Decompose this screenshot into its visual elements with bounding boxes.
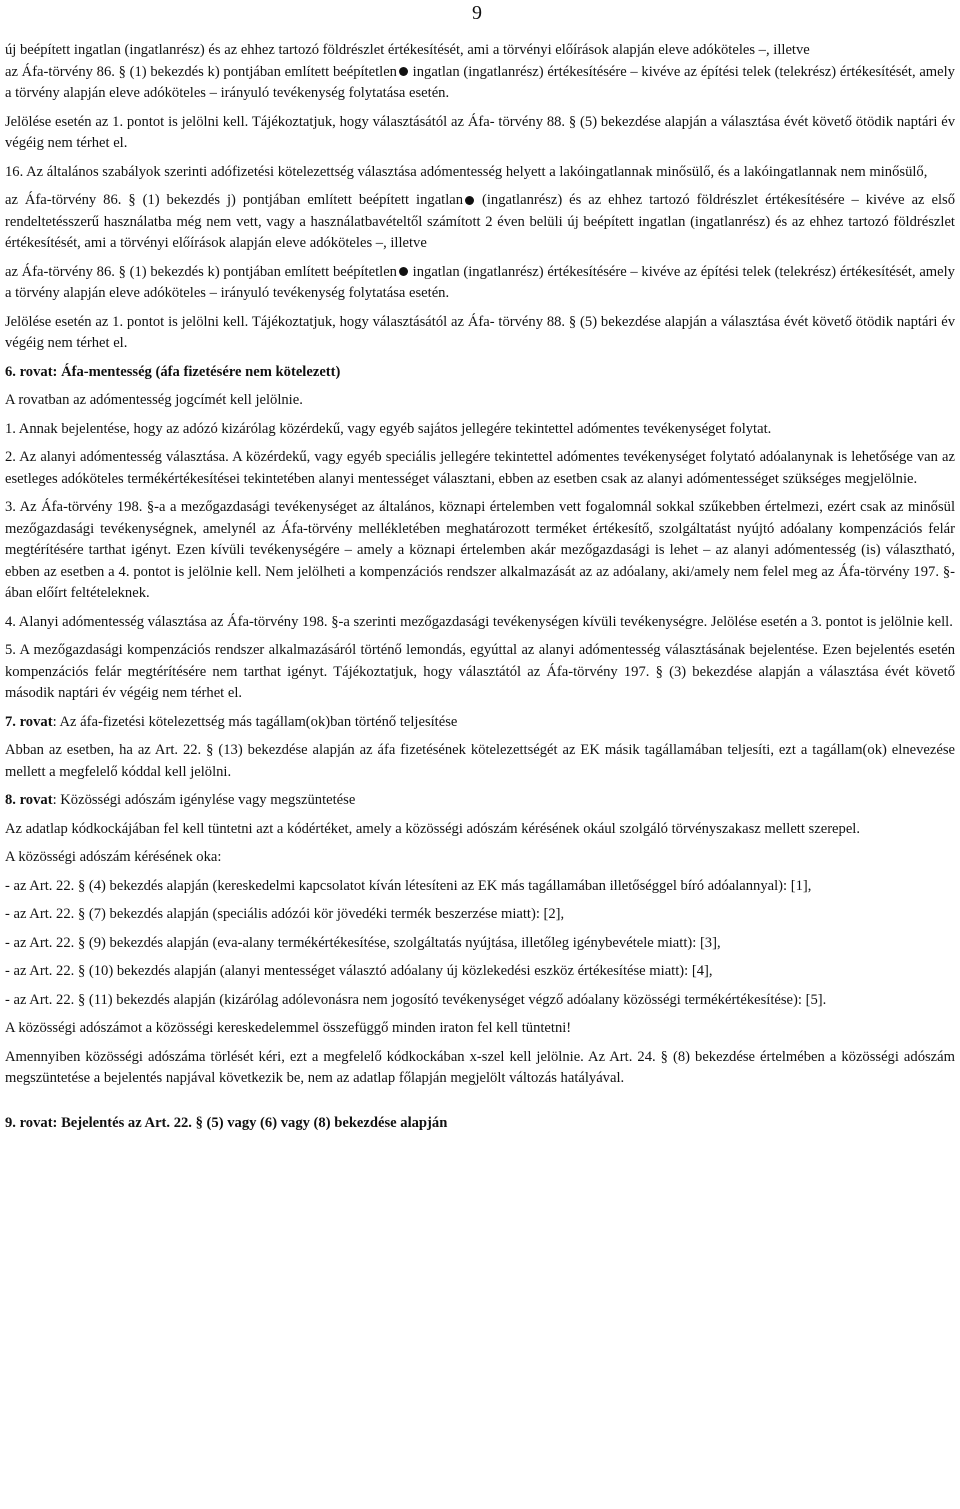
paragraph: Abban az esetben, ha az Art. 22. § (13) bekezdése alapján az áfa fizetésének kötelezettségét az EK másik tagállamában teljesíti, ezt a tagállam(ok) elnevezése mellett a megfelelő kóddal kell jelölni.	[5, 742, 955, 780]
heading-text: : Az áfa-fizetési kötelezettség más tagállam(ok)ban történő teljesítése	[52, 713, 458, 730]
paragraph: 2. Az alanyi adómentesség választása. A közérdekű, vagy egyéb speciális jellegére tekintettel adómentes tevékenységet folytató adóalanynak is lehetősége van az esetleges adóköteles termékértékesítései tekintetében alanyi mentességet választani, ebben az esetben csak az alanyi adómentességet szükséges megjelölnie.	[5, 449, 955, 487]
list-item: - az Art. 22. § (4) bekezdés alapján (kereskedelmi kapcsolatot kíván létesíteni az EK más tagállamában illetőséggel bíró adóalannyal): [1],	[5, 877, 812, 894]
paragraph: 3. Az Áfa-törvény 198. §-a a mezőgazdasági tevékenységet az általános, köznapi értelemben vett fogalomnál sokkal szűkebben értelmezi, ezért csak az minősül mezőgazdasági tevékenységnek, amelynél az Áfa-törvény mellékletében meghatározott terméket értékesítő, szolgáltatást nyújtó adóalany kompenzációs felár megtérítésére tarthat igényt. Ezen kívüli tevékenységére – amely a köznapi értelemben akár mezőgazdasági is lehet – az alanyi adómentesség (is) választható, ebben az esetben a 4. pontot is jelölnie kell. Nem jelölheti a kompenzációs rendszer alkalmazását az az adóalany, aki/amely nem felel meg az Áfa-törvény 197. §-ában előírt feltételeknek.	[5, 499, 955, 601]
heading-label: 8. rovat	[5, 792, 53, 808]
paragraph-text: (ingatlanrész) és az ehhez tartozó földrészlet értékesítésére – kivéve az első rendeltetésszerű használatba még nem vett, vagy a használatbavételtől számított 2 éven belüli új beépített ingatlan (ingatlanrész) és az ehhez tartozó földrészlet értékesítését, ami a törvényi előírások alapján eleve adóköteles –, illetve	[5, 192, 955, 251]
page-number: 9	[472, 2, 482, 24]
paragraph-text: az Áfa-törvény 86. § (1) bekezdés k) pontjában említett beépítetlen	[5, 263, 397, 280]
bullet-dot-icon	[465, 196, 474, 205]
spacer	[5, 1097, 955, 1113]
paragraph	[5, 190, 955, 255]
list-item: - az Art. 22. § (9) bekezdés alapján (eva-alany termékértékesítése, szolgáltatás nyújtása, illetőleg igénybevétele miatt): [3],	[5, 934, 721, 951]
paragraph: új beépített ingatlan (ingatlanrész) és az ehhez tartozó földrészlet értékesítését, ami a törvényi előírások alapján eleve adóköteles –, illetve	[5, 42, 810, 58]
document-body	[5, 40, 955, 1141]
heading-label: 7. rovat	[5, 713, 53, 730]
section-heading-8	[5, 790, 955, 812]
paragraph: 5. A mezőgazdasági kompenzációs rendszer alkalmazásáról történő lemondás, egyúttal az alanyi adómentesség választásának bejelentése. Ezen bejelentés esetén kompenzációs felár megtérítésére nem tarthat igényt. Tájékoztatjuk, hogy választától az Áfa-törvény 197. § (3) bekezdése alapján a választása évét követő második naptári év végéig nem térhet el.	[5, 642, 955, 701]
paragraph	[5, 262, 955, 305]
paragraph-text: ingatlan (ingatlanrész) értékesítésére – kivéve az építési telek (telekrész) értékesítését, amely a törvény alapján eleve adóköteles – irányuló tevékenység folytatása esetén.	[5, 263, 955, 301]
paragraph: 1. Annak bejelentése, hogy az adózó kizárólag közérdekű, vagy egyéb sajátos jellegére tekintettel adómentes tevékenységet folytat.	[5, 420, 772, 437]
list-item: - az Art. 22. § (11) bekezdés alapján (kizárólag adólevonásra nem jogosító tevékenységet végző adóalany közösségi termékértékesítése): [5].	[5, 991, 827, 1008]
list-item: - az Art. 22. § (10) bekezdés alapján (alanyi mentességet választó adóalany új közlekedési eszköz értékesítése miatt): [4],	[5, 963, 713, 979]
paragraph: Jelölése esetén az 1. pontot is jelölni kell. Tájékoztatjuk, hogy választásától az Áfa- törvény 88. § (5) bekezdése alapján a választása évét követő ötödik naptári év végéig nem térhet el.	[5, 313, 955, 351]
paragraph: Jelölése esetén az 1. pontot is jelölni kell. Tájékoztatjuk, hogy választásától az Áfa- törvény 88. § (5) bekezdése alapján a választása évét követő ötödik naptári év végéig nem térhet el.	[5, 113, 955, 151]
paragraph: 4. Alanyi adómentesség választása az Áfa-törvény 198. §-a szerinti mezőgazdasági tevékenységen kívüli tevékenységre. Jelölése esetén a 3. pontot is jelölnie kell.	[5, 613, 953, 630]
paragraph: A rovatban az adómentesség jogcímét kell jelölnie.	[5, 392, 303, 408]
section-heading-9: 9. rovat: Bejelentés az Art. 22. § (5) vagy (6) vagy (8) bekezdése alapján	[5, 1114, 448, 1131]
paragraph	[5, 62, 955, 105]
paragraph: Amennyiben közösségi adószáma törlését kéri, ezt a megfelelő kódkockában x-szel kell jelölnie. Az Art. 24. § (8) bekezdése értelmében a közösségi adószám megszüntetése a bejelentés napjával következik be, nem az adatlap főlapján megjelölt változás hatályával.	[5, 1048, 955, 1086]
bullet-dot-icon	[399, 267, 408, 276]
paragraph-text: az Áfa-törvény 86. § (1) bekezdés k) pontjában említett beépítetlen	[5, 63, 397, 80]
bullet-dot-icon	[399, 67, 408, 76]
paragraph: A közösségi adószám kérésének oka:	[5, 849, 222, 865]
paragraph: Az adatlap kódkockájában fel kell tüntetni azt a kódértéket, amely a közösségi adószám kérésének okául szolgáló törvényszakasz mellett szerepel.	[5, 820, 861, 837]
paragraph-text: az Áfa-törvény 86. § (1) bekezdés j) pontjában említett beépített ingatlan	[5, 192, 464, 208]
heading-text: : Közösségi adószám igénylése vagy megszüntetése	[52, 792, 356, 808]
list-item: - az Art. 22. § (7) bekezdés alapján (speciális adózói kör jövedéki termék beszerzése miatt): [2],	[5, 906, 565, 922]
paragraph-text: ingatlan (ingatlanrész) értékesítésére – kivéve az építési telek (telekrész) értékesítését, amely a törvény alapján eleve adóköteles – irányuló tevékenység folytatása esetén.	[5, 63, 955, 101]
section-heading-6: 6. rovat: Áfa-mentesség (áfa fizetésére nem kötelezett)	[5, 363, 341, 380]
paragraph: A közösségi adószámot a közösségi kereskedelemmel összefüggő minden iraton fel kell tüntetni!	[5, 1020, 572, 1036]
section-heading-7	[5, 712, 955, 734]
paragraph: 16. Az általános szabályok szerinti adófizetési kötelezettség választása adómentesség helyett a lakóingatlannak minősülő, és a lakóingatlannak nem minősülő,	[5, 163, 928, 180]
